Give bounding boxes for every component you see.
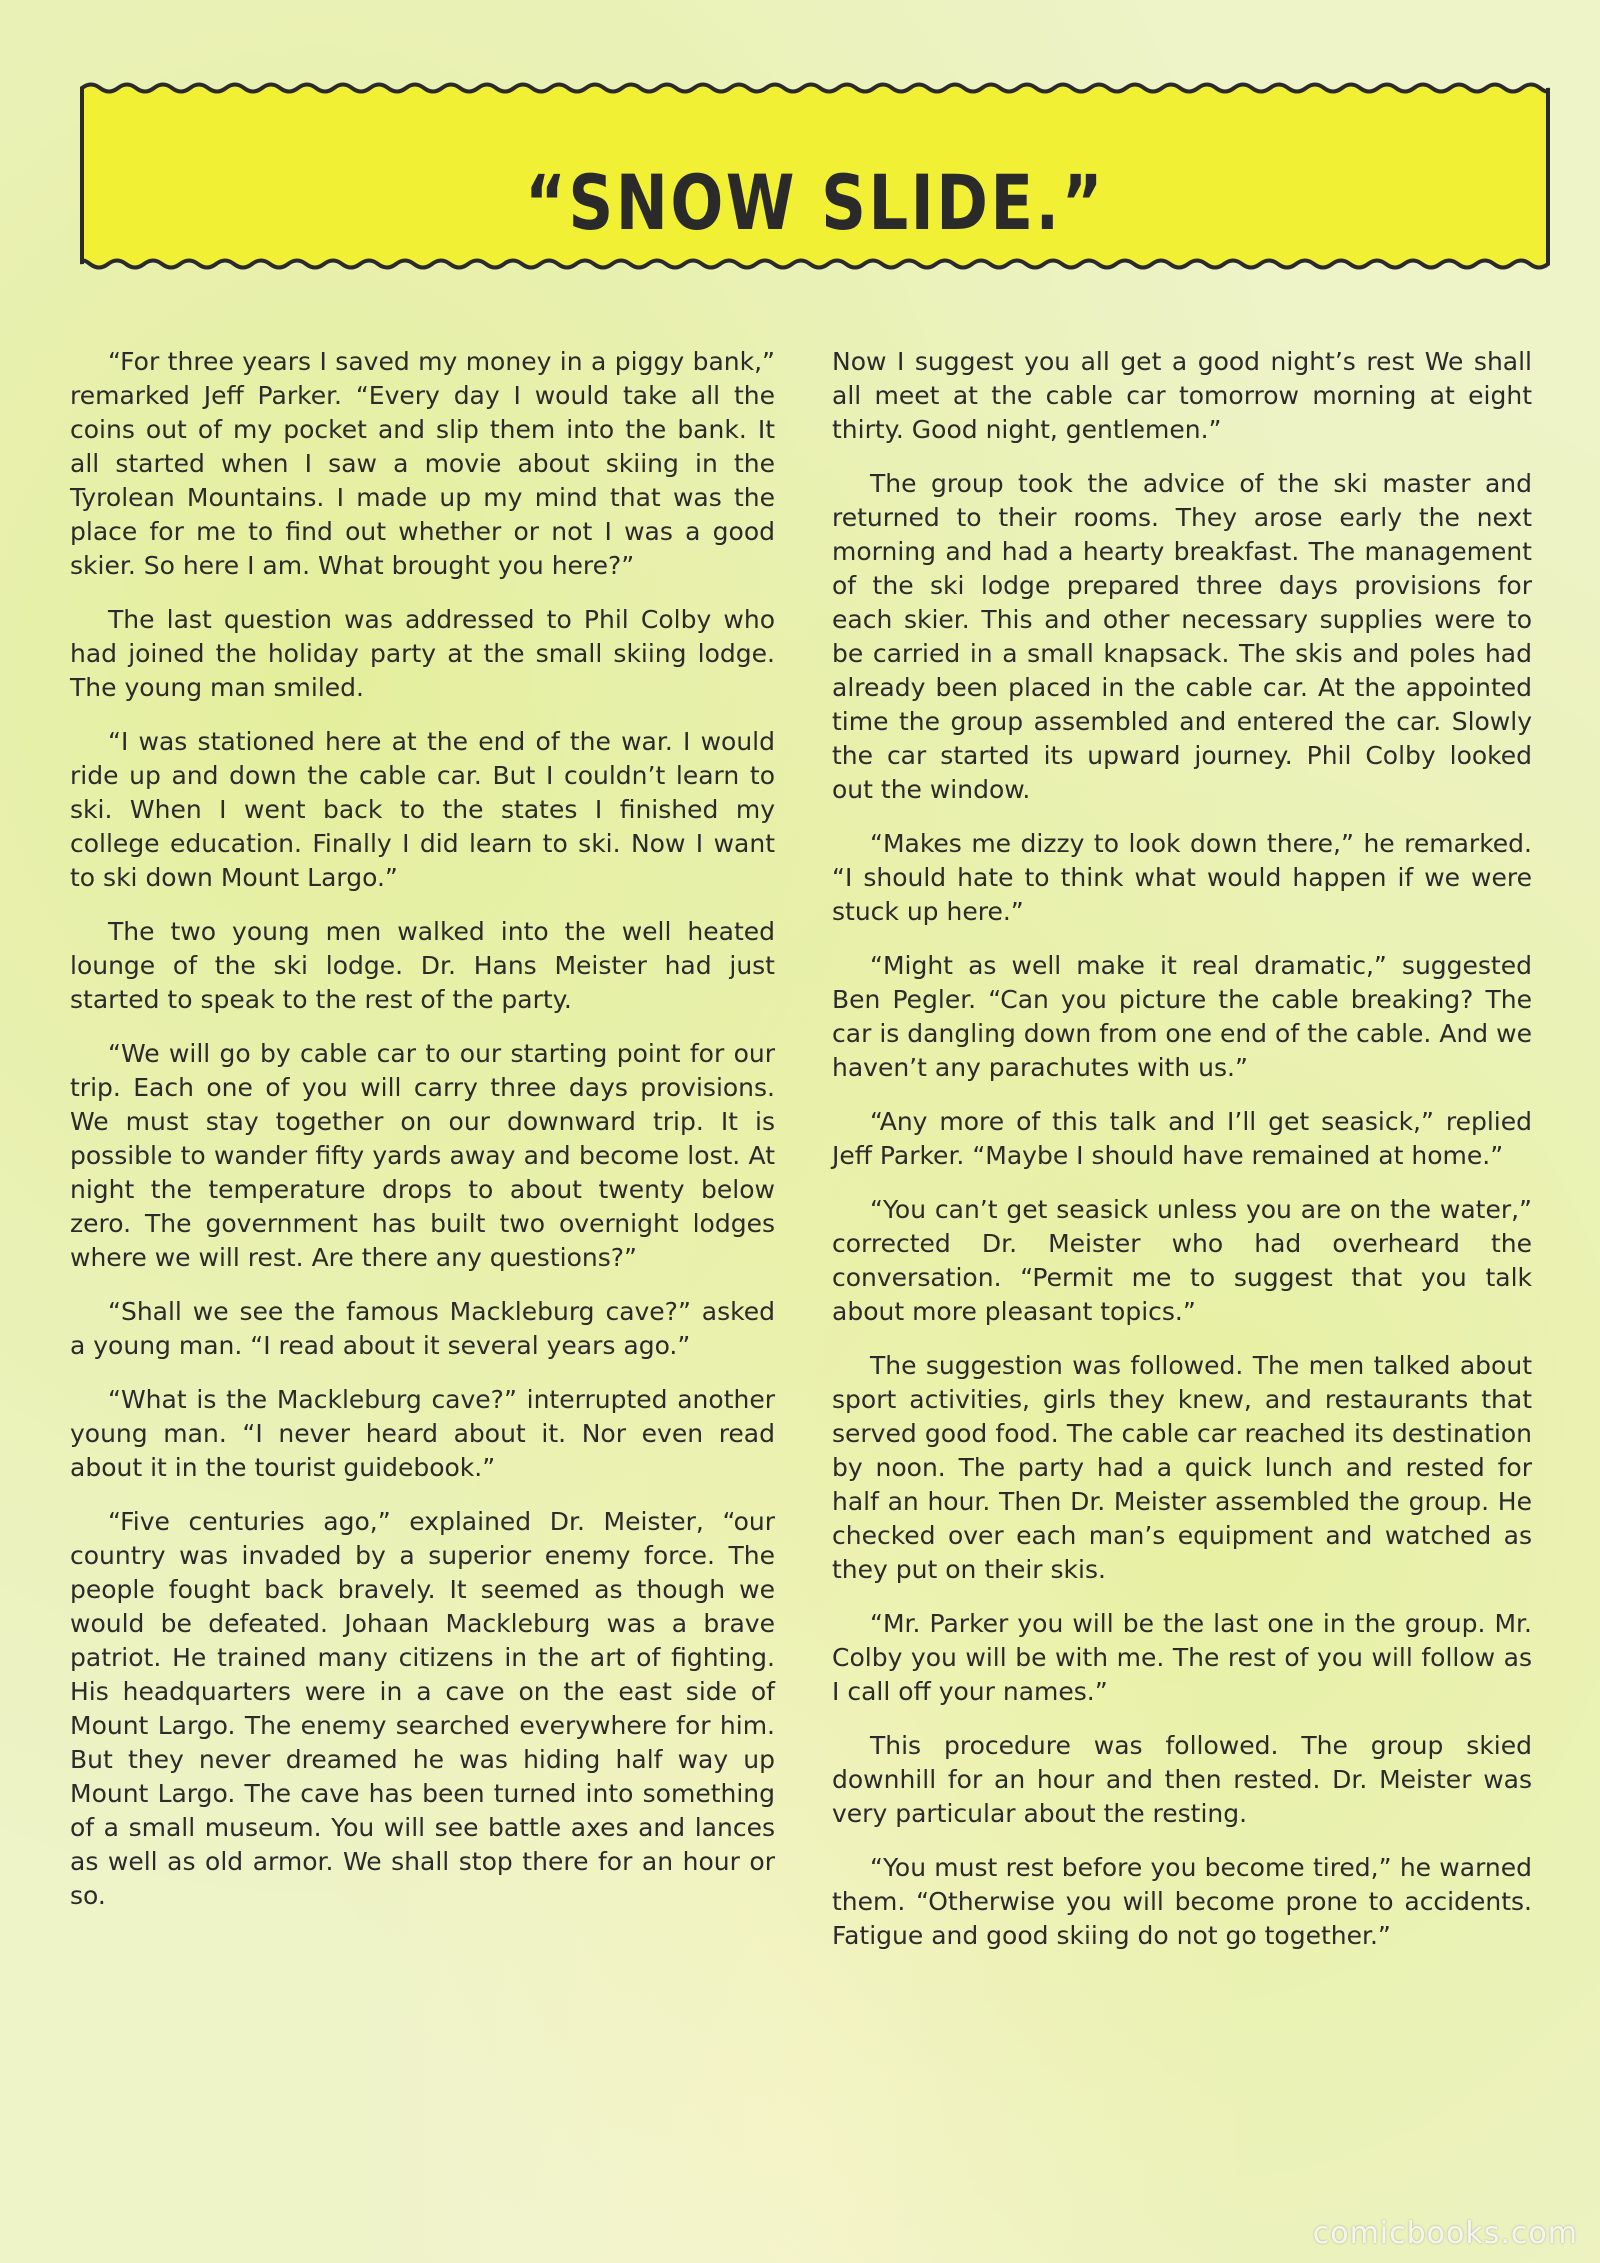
paragraph: “I was stationed here at the end of the war. I would ride up and down the cable car. But I couldn’t learn to ski. When I went back to the states I finished my college education. Finally I did learn to ski. Now I want to ski down Mount Largo.”: [70, 727, 775, 892]
paragraph: “Five centuries ago,” explained Dr. Meister, “our country was invaded by a superior enemy force. The people fought back bravely. It seemed as though we would be defeated. Johaan Mackleburg was a brave patriot. He trained many citizens in the art of fighting. His headquarters were in a cave on the east side of Mount Largo. The enemy searched everywhere for him. But they never dreamed he was hiding half way up Mount Largo. The cave has been turned into something of a small museum. You will see battle axes and lances as well as old armor. We shall stop there for an hour or so.: [70, 1507, 775, 1910]
paragraph: “You can’t get seasick unless you are on the water,” corrected Dr. Meister who had overheard the conversation. “Permit me to suggest that you talk about more pleasant topics.”: [832, 1195, 1532, 1326]
right-column: [832, 345, 1532, 1973]
paragraph: “You must rest before you become tired,” he warned them. “Otherwise you will become prone to accidents. Fatigue and good skiing do not go together.”: [832, 1853, 1532, 1950]
paragraph: “Mr. Parker you will be the last one in the group. Mr. Colby you will be with me. The rest of you will follow as I call off your names.”: [832, 1609, 1532, 1706]
paragraph: “Any more of this talk and I’ll get seasick,” replied Jeff Parker. “Maybe I should have remained at home.”: [832, 1107, 1532, 1170]
left-column: [70, 345, 775, 1933]
paragraph: “What is the Mackleburg cave?” interrupted another young man. “I never heard about it. Nor even read about it in the tourist guidebook.”: [70, 1385, 775, 1482]
paragraph: The last question was addressed to Phil Colby who had joined the holiday party at the small skiing lodge. The young man smiled.: [70, 605, 775, 702]
paragraph: Now I suggest you all get a good night’s rest We shall all meet at the cable car tomorrow morning at eight thirty. Good night, gentlemen.”: [832, 347, 1532, 444]
paragraph: The suggestion was followed. The men talked about sport activities, girls they knew, and restaurants that served good food. The cable car reached its destination by noon. The party had a quick lunch and rested for half an hour. Then Dr. Meister assembled the group. He checked over each man’s equipment and watched as they put on their skis.: [832, 1351, 1532, 1584]
title-banner: [80, 58, 1550, 298]
paragraph: “Might as well make it real dramatic,” suggested Ben Pegler. “Can you picture the cable breaking? The car is dangling down from one end of the cable. And we haven’t any parachutes with us.”: [832, 951, 1532, 1082]
paragraph: This procedure was followed. The group skied downhill for an hour and then rested. Dr. Meister was very particular about the resting.: [832, 1731, 1532, 1828]
story-title: “SNOW SLIDE.”: [524, 158, 1106, 247]
paragraph: “Shall we see the famous Mackleburg cave?” asked a young man. “I read about it several years ago.”: [70, 1297, 775, 1360]
paragraph: “Makes me dizzy to look down there,” he remarked. “I should hate to think what would happen if we were stuck up here.”: [832, 829, 1532, 926]
paragraph: “We will go by cable car to our starting point for our trip. Each one of you will carry three days provisions. We must stay together on our downward trip. It is possible to wander fifty yards away and become lost. At night the temperature drops to about twenty below zero. The government has built two overnight lodges where we will rest. Are there any questions?”: [70, 1039, 775, 1272]
paragraph: The group took the advice of the ski master and returned to their rooms. They arose early the next morning and had a hearty breakfast. The management of the ski lodge prepared three days provisions for each skier. This and other necessary supplies were to be carried in a small knapsack. The skis and poles had already been placed in the cable car. At the appointed time the group assembled and entered the car. Slowly the car started its upward journey. Phil Colby looked out the window.: [832, 469, 1532, 804]
paragraph: The two young men walked into the well heated lounge of the ski lodge. Dr. Hans Meister had just started to speak to the rest of the party.: [70, 917, 775, 1014]
paragraph: “For three years I saved my money in a piggy bank,” remarked Jeff Parker. “Every day I would take all the coins out of my pocket and slip them into the bank. It all started when I saw a movie about skiing in the Tyrolean Mountains. I made up my mind that was the place for me to find out whether or not I was a good skier. So here I am. What brought you here?”: [70, 347, 775, 580]
watermark-text: comicbooks.com: [1312, 2216, 1578, 2251]
